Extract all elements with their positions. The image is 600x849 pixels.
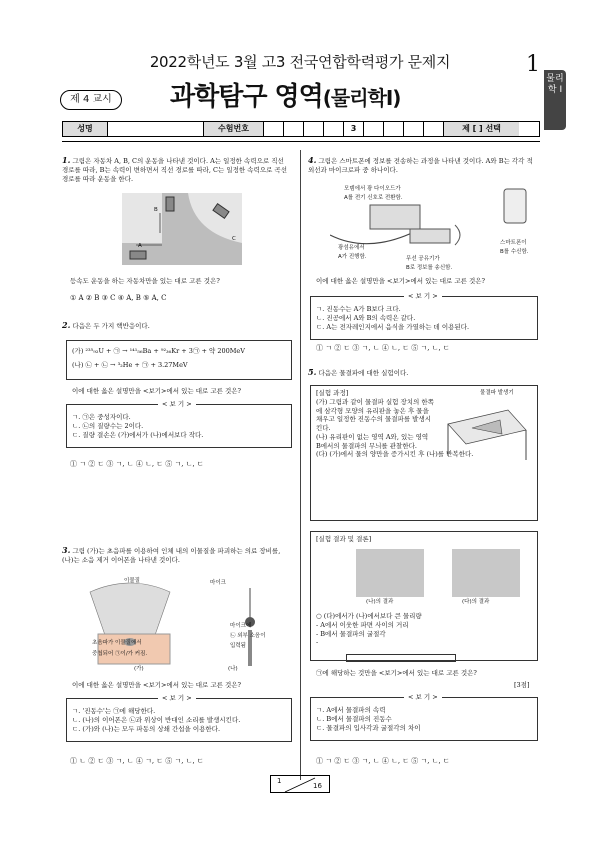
q4-label-2: A를 전기 신호로 전환함.: [344, 195, 403, 201]
exam-header: 2022학년도 3월 고3 전국연합학력평가 문제지: [149, 53, 451, 71]
q3-question: 이에 대한 옳은 설명만을 <보기>에서 있는 대로 고른 것은?: [72, 681, 242, 689]
q5-proc-1: (가) 그림과 같이 물결파 실험 장치의 한쪽에 삼각형 모양의 유리판을 놓은 후 물을 채우고 일정한 진동수의 물결파를 발생시킨다.: [316, 397, 434, 433]
question-4: [308, 155, 538, 175]
q1-question: 등속도 운동을 하는 자동차만을 있는 대로 고른 것은?: [70, 277, 220, 285]
q4-bogi-title: < 보 기 >: [404, 292, 442, 301]
footer-page: 1: [277, 777, 282, 785]
session-badge: 제 4 교시: [60, 90, 122, 110]
q2-question: 이에 대한 옳은 설명만을 <보기>에서 있는 대로 고른 것은?: [72, 387, 242, 395]
q3-label-caption-1: 초음파가 이물질에서: [92, 640, 142, 646]
q1-label-c: C: [232, 236, 236, 242]
q5-result-title: [실험 결과 및 결론]: [316, 535, 372, 543]
q5-question: ㉠에 해당하는 것만을 <보기>에서 있는 대로 고른 것은?: [316, 669, 477, 677]
q4-choices[interactable]: ① ㄱ ② ㄷ ③ ㄱ, ㄴ ④ ㄴ, ㄷ ⑤ ㄱ, ㄴ, ㄷ: [316, 344, 450, 352]
q4-bogi-1: ㄱ. 진동수는 A가 B보다 크다.: [316, 305, 401, 313]
q4-number: 4.: [308, 155, 317, 165]
q4-label-5: 무선 공유기가: [406, 256, 440, 262]
ultrasound-fan: [90, 583, 170, 638]
question-1: [62, 155, 292, 183]
page-footer: [270, 775, 330, 793]
selection-label: 제 [ ] 선택: [443, 122, 519, 136]
q3-caption-b: (나): [228, 666, 238, 672]
question-5: [308, 367, 538, 378]
q5-bogi-1: ㄱ. A에서 물결파의 속력: [316, 706, 386, 714]
exam-no-cell[interactable]: [283, 122, 303, 136]
q5-points: [3점]: [514, 681, 530, 689]
q4-label-7: 스마트폰이: [500, 240, 527, 246]
q2-bogi-box: [66, 404, 292, 448]
name-field[interactable]: [107, 122, 203, 136]
q5-choices[interactable]: ① ㄱ ② ㄷ ③ ㄱ, ㄴ ④ ㄴ, ㄷ ⑤ ㄱ, ㄴ, ㄷ: [316, 757, 450, 765]
q1-choices[interactable]: ① A ② B ③ C ④ A, B ⑤ A, C: [70, 294, 167, 302]
q2-text: 다음은 두 가지 핵반응이다.: [72, 322, 150, 330]
reaction-a: (가) ²³⁵₉₂U + ㉠ → ¹⁴¹₅₆Ba + ⁹²₃₆Kr + 3㉠ + 약 200MeV: [72, 347, 245, 355]
q5-blank-box: [346, 654, 456, 662]
q5-conclusion: [316, 612, 422, 647]
q5-text: 다음은 물결파에 대한 실험이다.: [318, 369, 409, 377]
exam-no-cell[interactable]: [323, 122, 343, 136]
q5-conclusion-1: ○ (다)에서가 (나)에서보다 큰 물리량: [316, 612, 422, 620]
q3-bogi-2: ㄴ. (나)의 이어폰은 ㉡과 위상이 반대인 소리를 발생시킨다.: [72, 715, 241, 724]
q2-bogi-2: ㄴ. ㉡의 질량수는 2이다.: [72, 421, 144, 430]
footer-slash: [271, 776, 331, 794]
result-b-image: [356, 549, 424, 597]
car-b: [166, 197, 174, 211]
q1-label-a: A: [138, 243, 142, 249]
q1-text: 그림은 자동차 A, B, C의 운동을 나타낸 것이다. A는 일정한 속력으로 직선 경로를 따라, B는 속력이 변하면서 직선 경로를 따라, C는 일정한 속력으로 곡선 경로를 따라 운동을 한다.: [62, 157, 287, 183]
question-3: [62, 545, 292, 565]
q2-bogi-title: < 보 기 >: [158, 400, 196, 409]
q2-number: 2.: [62, 320, 71, 330]
q4-label-4: A가 진행함.: [338, 254, 367, 260]
exam-no-digit: 3: [343, 122, 363, 136]
q1-figure: [122, 193, 242, 265]
q3-label-input: 입력됨: [230, 643, 246, 649]
q4-bogi-2: ㄴ. 진공에서 A와 B의 속력은 같다.: [316, 313, 416, 322]
q3-caption-a: (가): [134, 666, 144, 672]
reaction-b: (나) ㉡ + ㉡ → ³₂He + ㉠ + 3.27MeV: [72, 360, 188, 369]
q3-label-mic-2: 마이크에: [230, 623, 252, 629]
smartphone-icon: [504, 189, 526, 223]
title-sub: (물리학Ⅰ): [322, 86, 401, 110]
title-main: 과학탐구 영역: [170, 82, 323, 112]
exam-no-label: 수험번호: [203, 122, 263, 136]
q5-bogi-2: ㄴ. B에서 물결파의 진동수: [316, 714, 392, 723]
q1-number: 1.: [62, 155, 71, 165]
q3-number: 3.: [62, 545, 71, 555]
q2-bogi-1: ㄱ. ㉠은 중성자이다.: [72, 413, 131, 421]
ripple-tank-figure: [442, 400, 532, 462]
q5-proc-2: (나) 유리판이 없는 영역 A와, 있는 영역 B에서의 물결파의 무늬를 관찰한다.: [316, 432, 429, 450]
q5-conclusion-4: -: [316, 638, 319, 647]
fiber-cable: [330, 229, 420, 244]
name-label: 성명: [63, 122, 107, 136]
q3-choices[interactable]: ① ㄴ ② ㄷ ③ ㄱ, ㄴ ④ ㄱ, ㄷ ⑤ ㄱ, ㄴ, ㄷ: [70, 757, 204, 765]
q5-bogi-3: ㄷ. 물결파의 입사각과 굴절각의 차이: [316, 723, 421, 732]
student-info-bar: [62, 121, 540, 137]
q4-text: 그림은 스마트폰에 정보를 전송하는 과정을 나타낸 것이다. A와 B는 각각 적외선과 마이크로파 중 하나이다.: [308, 157, 533, 174]
q5-bogi-box: [310, 697, 538, 741]
q5-result-label-c: (다)의 결과: [462, 599, 490, 605]
page-number: 1: [526, 52, 540, 77]
q4-label-3: 광섬유에서: [338, 245, 365, 251]
question-2: [62, 320, 292, 331]
q2-choices[interactable]: ① ㄱ ② ㄷ ③ ㄱ, ㄴ ④ ㄴ, ㄷ ⑤ ㄱ, ㄴ, ㄷ: [70, 460, 204, 468]
q3-label-caption-2: 중첩되어 ㉠이/가 커짐.: [92, 651, 148, 657]
exam-no-cell[interactable]: [363, 122, 383, 136]
q3-label-noise: ㉡ 외부 소음이: [230, 633, 266, 639]
q5-proc-3: (다) (가)에서 물의 양만을 증가시킨 후 (나)를 반복한다.: [316, 450, 474, 459]
q4-bogi-box: [310, 296, 538, 340]
q2-bogi-3: ㄷ. 질량 결손은 (가)에서가 (나)에서보다 작다.: [72, 430, 204, 439]
exam-no-cell[interactable]: [303, 122, 323, 136]
q2-reaction-box: [66, 340, 292, 380]
q5-conclusion-3: - B에서 물결파의 굴절각: [316, 629, 386, 638]
q4-question: 이에 대한 옳은 설명만을 <보기>에서 있는 대로 고른 것은?: [316, 277, 486, 285]
q5-number: 5.: [308, 367, 317, 377]
car-a: [130, 251, 146, 259]
q4-label-6: B로 정보를 송신함.: [406, 265, 453, 271]
q3-bogi-1: ㄱ. '진동수'는 ㉠에 해당한다.: [72, 707, 156, 715]
wifi-waves: [455, 225, 460, 245]
exam-no-cell[interactable]: [403, 122, 423, 136]
result-c-image: [452, 549, 520, 597]
footer-total: 16: [313, 782, 322, 790]
q5-fig-label: 물결파 발생기: [480, 390, 514, 396]
q4-bogi-3: ㄷ. A는 전자레인지에서 음식을 가열하는 데 이용된다.: [316, 322, 470, 331]
q4-label-8: B를 수신함.: [500, 249, 529, 255]
q5-conclusion-2: - A에서 이웃한 파면 사이의 거리: [316, 620, 409, 629]
q4-label-1: 모뎀에서 광 다이오드가: [344, 186, 401, 192]
router-icon: [410, 229, 450, 243]
body-tissue: [98, 634, 170, 664]
subject-side-tab: 물리학 I: [544, 70, 566, 130]
q3-label-object: 이물질: [124, 578, 140, 584]
modem-icon: [370, 205, 420, 229]
q1-label-b: B: [154, 207, 158, 213]
q3-label-mic: 마이크: [210, 580, 226, 586]
header-rule: [62, 141, 540, 142]
exam-no-cell[interactable]: [263, 122, 283, 136]
q3-bogi-3: ㄷ. (가)와 (나)는 모두 파동의 상쇄 간섭을 이용한다.: [72, 724, 221, 733]
q5-proc-title: [실험 과정]: [316, 389, 349, 397]
q3-bogi-title: < 보 기 >: [158, 694, 196, 703]
q5-bogi-title: < 보 기 >: [404, 693, 442, 702]
q3-text: 그림 (가)는 초음파를 이용하여 인체 내의 이물질을 파괴하는 의료 장비를, (나)는 소음 제거 이어폰을 나타낸 것이다.: [62, 547, 281, 564]
exam-no-cell[interactable]: [423, 122, 443, 136]
page-title: [170, 80, 400, 115]
q3-bogi-box: [66, 698, 292, 742]
q5-result-figures: [356, 549, 526, 597]
exam-no-cell[interactable]: [383, 122, 403, 136]
q5-result-label-b: (나)의 결과: [366, 599, 394, 605]
